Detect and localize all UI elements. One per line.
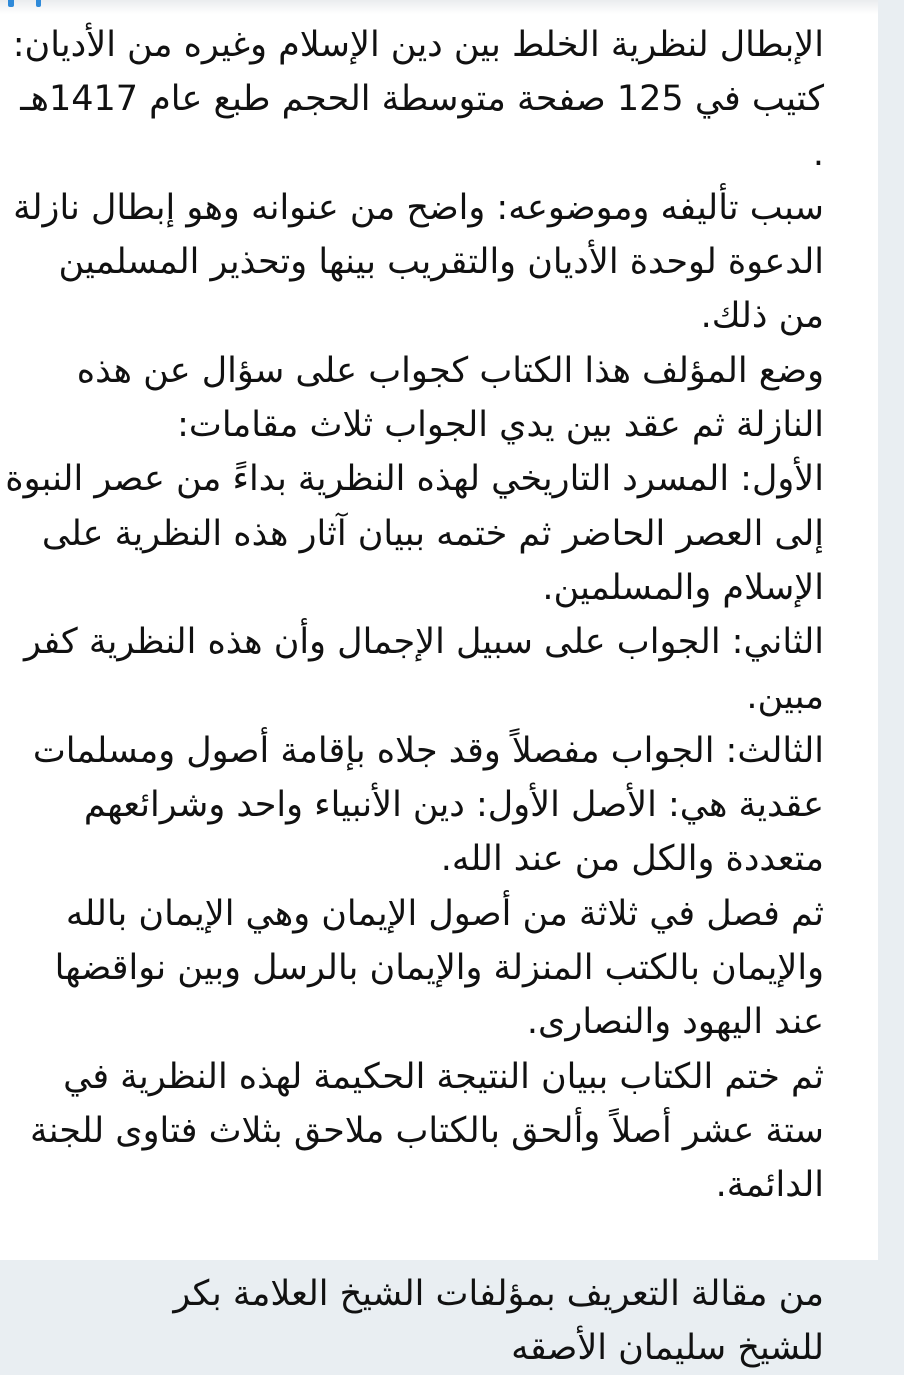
previous-message-accent: [8, 0, 14, 7]
chat-background-edge: [878, 0, 904, 1260]
paragraph-second-section: الثاني: الجواب على سبيل الإجمال وأن هذه النظرية كفر مبين.: [24, 622, 824, 717]
source-line-author: للشيخ سليمان الأصقه: [511, 1327, 824, 1368]
paragraph-conclusion: ثم ختم الكتاب ببيان النتيجة الحكيمة لهذه النظرية في ستة عشر أصلاً وألحق بالكتاب ملاحق بثلاث فتاوى للجنة الدائمة.: [29, 1056, 824, 1206]
paragraph-reason: سبب تأليفه وموضوعه: واضح من عنوانه وهو إبطال نازلة الدعوة لوحدة الأديان والتقريب بينها وتحذير المسلمين من ذلك.: [13, 187, 824, 337]
paragraph-structure: وضع المؤلف هذا الكتاب كجواب على سؤال عن هذه النازلة ثم عقد بين يدي الجواب ثلاث مقامات:: [76, 350, 824, 446]
paragraph-first-section: الأول: المسرد التاريخي لهذه النظرية بداءً من عصر النبوة إلى العصر الحاضر ثم ختمه ببيان آثار هذه النظرية على الإسلام والمسلمين.: [5, 459, 824, 608]
paragraph-third-section: الثالث: الجواب مفصلاً وقد جلاه بإقامة أصول ومسلمات عقدية هي: الأصل الأول: دين الأنبياء واحد وشرائعهم متعددة والكل من عند الله.: [32, 730, 824, 880]
paragraph-book-title: الإبطال لنظرية الخلط بين دين الإسلام وغيره من الأديان: كتيب في 125 صفحة متوسطة الحجم طبع عام 1417هـ .: [12, 25, 824, 174]
previous-message-accent-2: [36, 0, 41, 7]
previous-message-edge: [0, 0, 878, 14]
paragraph-faith-principles: ثم فصل في ثلاثة من أصول الإيمان وهي الإيمان بالله والإيمان بالكتب المنزلة والإيمان بالرسل وبين نواقضها عند اليهود والنصارى.: [54, 893, 824, 1043]
source-line-article: من مقالة التعريف بمؤلفات الشيخ العلامة بكر: [173, 1273, 824, 1314]
message-text: [4, 18, 824, 1375]
